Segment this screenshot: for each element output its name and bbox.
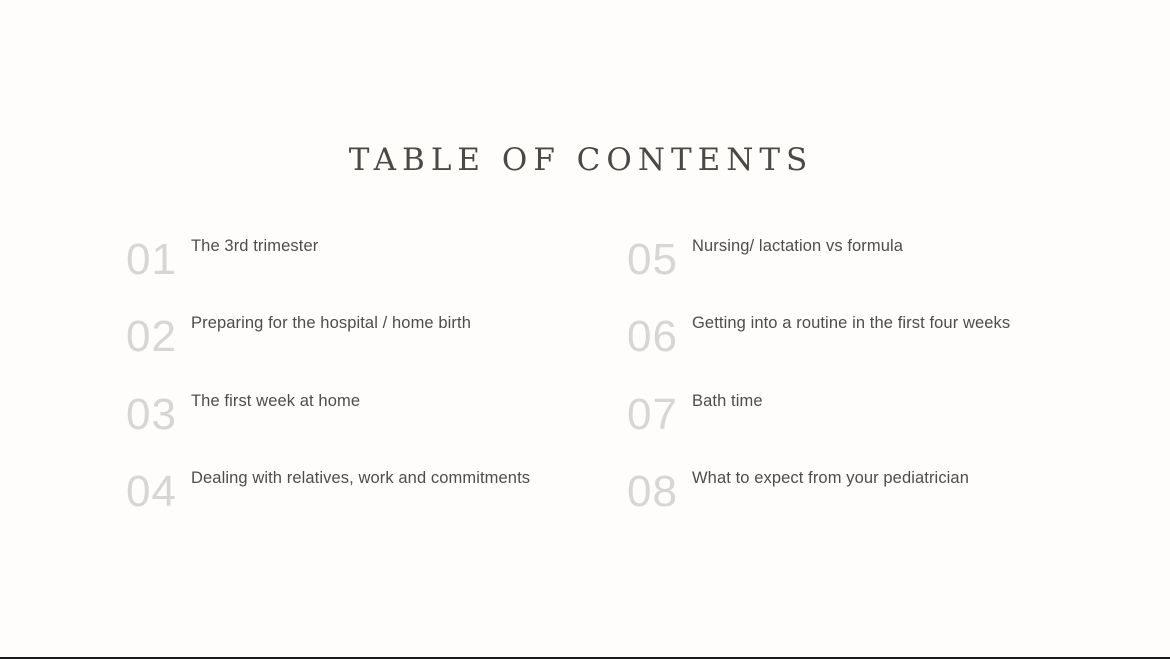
toc-number: 05 (627, 235, 678, 284)
toc-number: 03 (126, 390, 177, 439)
toc-number: 07 (627, 390, 678, 439)
toc-label: Dealing with relatives, work and commitments (191, 469, 531, 487)
toc-label: What to expect from your pediatrician (692, 469, 969, 487)
toc-label: Bath time (692, 392, 763, 410)
toc-number: 02 (126, 312, 177, 361)
toc-label: The 3rd trimester (191, 237, 319, 255)
toc-label: Nursing/ lactation vs formula (692, 237, 904, 255)
toc-number: 06 (627, 312, 678, 361)
toc-label: Preparing for the hospital / home birth (191, 314, 471, 332)
toc-number: 04 (126, 467, 177, 516)
page-title: TABLE OF CONTENTS (348, 142, 814, 178)
toc-number: 08 (627, 467, 678, 516)
toc-label: The first week at home (191, 392, 361, 410)
toc-label: Getting into a routine in the first four weeks (692, 314, 1011, 332)
toc-number: 01 (126, 235, 177, 284)
